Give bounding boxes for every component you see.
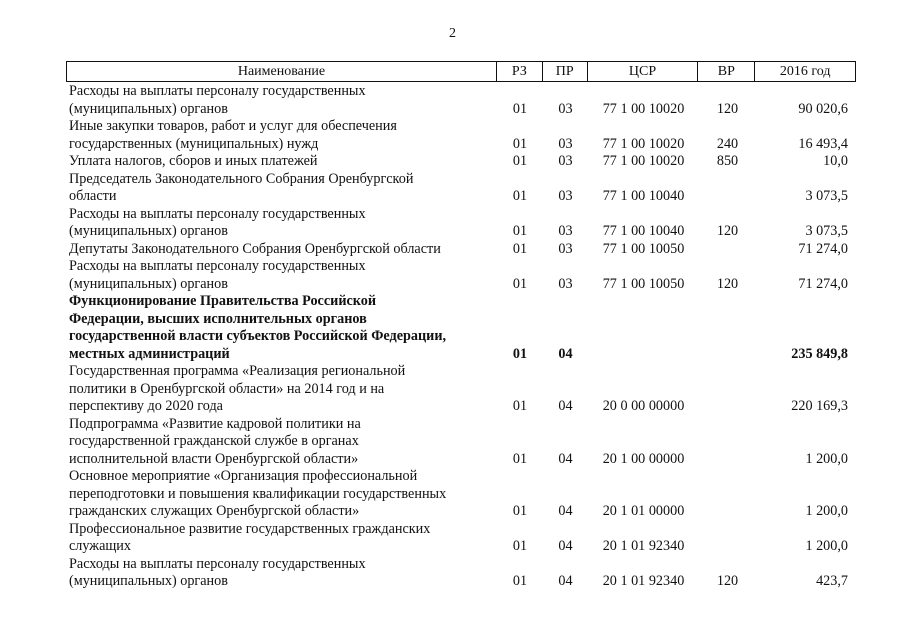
row-name-line: (муниципальных) органов	[69, 573, 228, 589]
row-name	[66, 468, 497, 521]
row-name-line: политики в Оренбургской области» на 2014 год и на	[69, 380, 385, 397]
header-pr: ПР	[543, 62, 588, 81]
header-vr: ВР	[698, 62, 755, 81]
row-name-line: Функционирование Правительства Российской	[69, 293, 377, 309]
row-name-line: государственной гражданской службе в органах	[69, 433, 359, 449]
row-pr: 03	[558, 100, 573, 117]
row-rz: 01	[512, 100, 528, 117]
row-pr: 04	[558, 538, 573, 554]
row-vr: 120	[716, 573, 739, 589]
row-name	[66, 363, 497, 416]
header-rz: РЗ	[497, 62, 543, 81]
row-name-line: служащих	[69, 538, 131, 554]
row-name	[66, 258, 497, 293]
table-body	[66, 83, 856, 591]
row-csr: 77 1 00 10040	[602, 223, 685, 239]
row-name-line: Расходы на выплаты персоналу государственных	[69, 83, 366, 99]
table-row	[66, 153, 856, 171]
row-name-line: Расходы на выплаты персоналу государственных	[69, 258, 366, 274]
row-amount: 90 020,6	[798, 100, 848, 117]
row-pr: 04	[558, 573, 573, 589]
row-amount: 235 849,8	[791, 345, 848, 362]
row-name-line: переподготовки и повышения квалификации государственных	[69, 485, 447, 502]
row-amount: 10,0	[823, 153, 848, 169]
table-row	[66, 258, 856, 293]
row-csr: 77 1 00 10020	[602, 100, 685, 117]
table-row	[66, 293, 856, 363]
row-vr: 120	[716, 275, 739, 292]
row-name-line: Основное мероприятие «Организация профессиональной	[69, 468, 418, 484]
row-rz: 01	[512, 503, 528, 519]
row-name	[66, 293, 497, 363]
row-pr: 03	[558, 275, 573, 292]
row-name	[66, 206, 497, 241]
row-name	[66, 83, 497, 118]
row-name-line: гражданских служащих Оренбургской области»	[69, 503, 360, 519]
row-amount: 1 200,0	[805, 538, 848, 554]
row-name	[66, 241, 497, 259]
row-amount: 3 073,5	[805, 188, 848, 204]
row-name	[66, 153, 497, 171]
row-csr: 77 1 00 10020	[602, 135, 685, 152]
row-csr: 77 1 00 10020	[602, 153, 685, 169]
row-amount: 71 274,0	[798, 240, 848, 257]
row-name-line: Уплата налогов, сборов и иных платежей	[69, 153, 318, 169]
row-vr: 120	[716, 223, 739, 239]
row-name-line: Подпрограмма «Развитие кадровой политики на	[69, 415, 361, 432]
row-name-line: Председатель Законодательного Собрания Оренбургской	[69, 170, 414, 187]
row-name	[66, 416, 497, 469]
row-vr: 850	[716, 153, 739, 169]
table-row	[66, 241, 856, 259]
row-amount: 423,7	[816, 573, 848, 589]
row-name-line: Федерации, высших исполнительных органов	[69, 310, 367, 327]
row-name-line: Государственная программа «Реализация региональной	[69, 363, 406, 379]
row-vr: 240	[716, 135, 739, 152]
row-name-line: Профессиональное развитие государственных гражданских	[69, 520, 431, 537]
row-name-line: Расходы на выплаты персоналу государственных	[69, 555, 366, 572]
row-name	[66, 118, 497, 153]
row-name-line: государственных (муниципальных) нужд	[69, 135, 319, 152]
row-csr: 20 1 01 92340	[602, 573, 685, 589]
row-rz: 01	[512, 345, 528, 362]
row-csr: 77 1 00 10050	[602, 240, 685, 257]
row-pr: 03	[558, 240, 573, 257]
row-rz: 01	[512, 240, 528, 257]
row-amount: 1 200,0	[805, 503, 848, 519]
row-rz: 01	[512, 450, 528, 467]
header-csr: ЦСР	[588, 62, 699, 81]
row-rz: 01	[512, 135, 528, 152]
row-name	[66, 556, 497, 591]
row-pr: 03	[558, 135, 573, 152]
row-name	[66, 171, 497, 206]
table-row	[66, 206, 856, 241]
table-row	[66, 556, 856, 591]
page-number: 2	[449, 26, 456, 41]
row-rz: 01	[512, 538, 528, 554]
row-rz: 01	[512, 188, 528, 204]
row-amount: 1 200,0	[805, 450, 848, 467]
table-row	[66, 468, 856, 521]
row-name-line: (муниципальных) органов	[69, 275, 228, 292]
header-name: Наименование	[67, 62, 497, 81]
row-name-line: (муниципальных) органов	[69, 223, 228, 239]
row-csr: 20 0 00 00000	[602, 398, 685, 414]
row-pr: 03	[558, 153, 573, 169]
row-amount: 16 493,4	[798, 135, 848, 152]
table-row	[66, 83, 856, 118]
row-name-line: исполнительной власти Оренбургской области»	[69, 450, 359, 467]
row-rz: 01	[512, 275, 528, 292]
row-pr: 04	[558, 503, 573, 519]
table-row	[66, 363, 856, 416]
row-name-line: перспективу до 2020 года	[69, 398, 223, 414]
table-header	[66, 61, 856, 82]
row-vr: 120	[716, 100, 739, 117]
row-csr: 77 1 00 10040	[602, 188, 685, 204]
row-rz: 01	[512, 223, 528, 239]
row-amount: 3 073,5	[805, 223, 848, 239]
header-year: 2016 год	[779, 64, 831, 79]
row-pr: 04	[558, 398, 573, 414]
row-name-line: области	[69, 188, 117, 204]
row-pr: 04	[558, 450, 573, 467]
table-row	[66, 416, 856, 469]
row-name-line: Иные закупки товаров, работ и услуг для обеспечения	[69, 118, 397, 134]
row-name	[66, 521, 497, 556]
row-name-line: местных администраций	[69, 345, 230, 362]
row-name-line: Депутаты Законодательного Собрания Оренбургской области	[69, 240, 441, 257]
row-name-line: государственной власти субъектов Российской Федерации,	[69, 328, 447, 344]
row-rz: 01	[512, 573, 528, 589]
row-rz: 01	[512, 153, 528, 169]
row-amount: 71 274,0	[798, 275, 848, 292]
table-row	[66, 171, 856, 206]
table-row	[66, 521, 856, 556]
row-csr: 20 1 00 00000	[602, 450, 685, 467]
row-rz: 01	[512, 398, 528, 414]
row-pr: 03	[558, 188, 573, 204]
row-pr: 04	[558, 345, 573, 362]
row-name-line: Расходы на выплаты персоналу государственных	[69, 205, 366, 222]
table-row	[66, 118, 856, 153]
row-pr: 03	[558, 223, 573, 239]
row-csr: 20 1 01 92340	[602, 538, 685, 554]
row-csr: 77 1 00 10050	[602, 275, 685, 292]
row-name-line: (муниципальных) органов	[69, 100, 228, 117]
row-amount: 220 169,3	[791, 398, 848, 414]
row-csr: 20 1 01 00000	[602, 503, 685, 519]
